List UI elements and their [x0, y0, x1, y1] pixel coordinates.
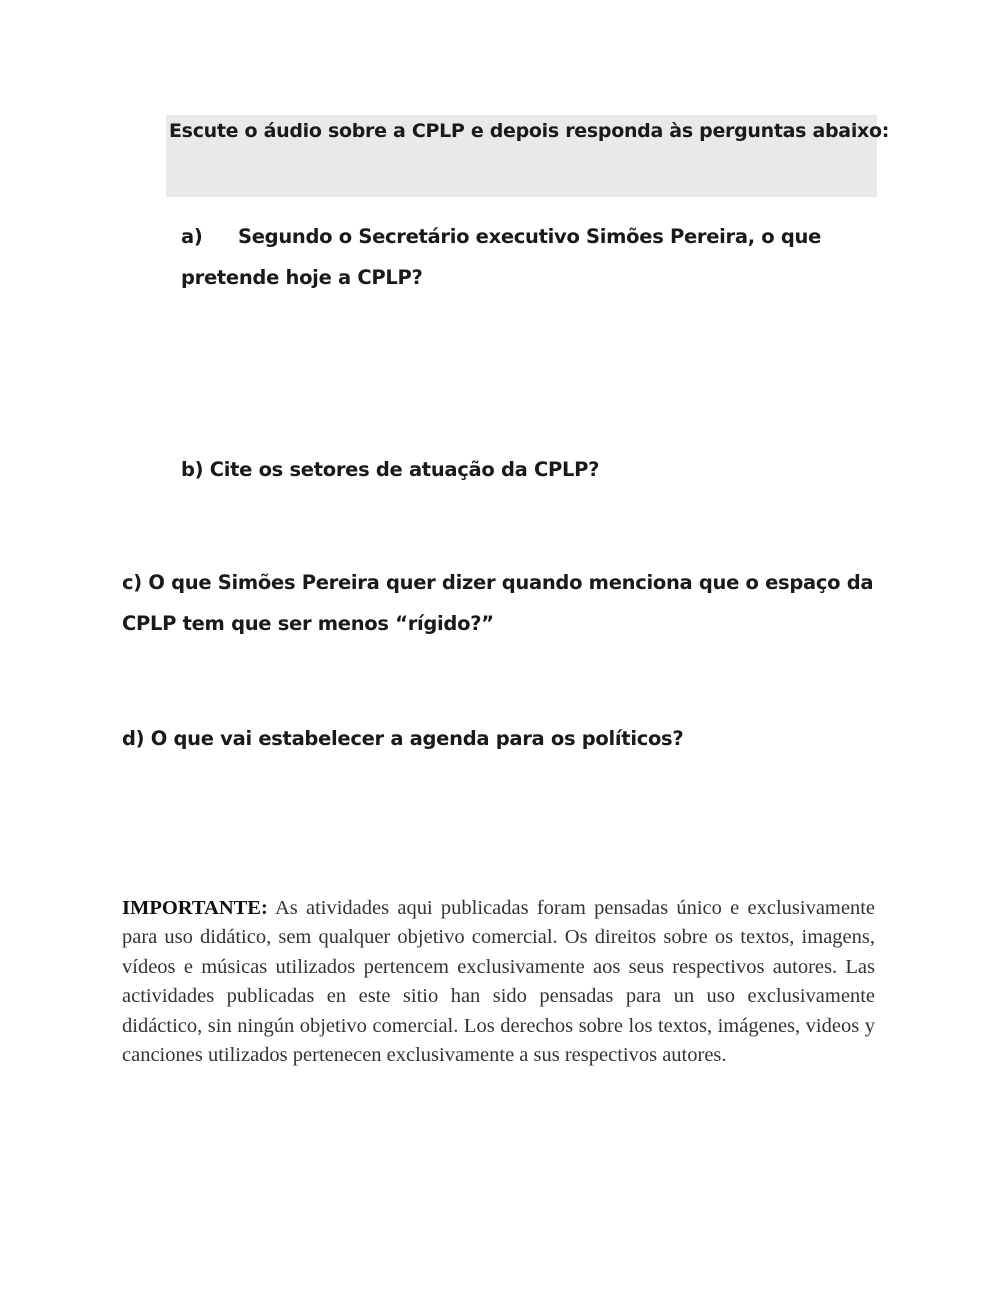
copyright-notice	[122, 894, 875, 1070]
notice-text: As atividades aqui publicadas foram pensadas único e exclusivamente para uso didático, sem qualquer objetivo comercial. Os direitos sobre os textos, imagens, vídeos e músicas utilizados pertencem exclusivamente aos seus respectivos autores. Las actividades publicadas en este sitio han sido pensadas para un uso exclusivamente didáctico, sin ningún objetivo comercial. Los derechos sobre los textos, imágenes, videos y canciones utilizados pertenecen exclusivamente a sus respectivos autores.	[122, 897, 876, 1067]
notice-label: IMPORTANTE:	[122, 897, 268, 919]
question-a-marker: a)	[181, 225, 203, 248]
instruction-box	[166, 115, 890, 197]
question-a	[181, 216, 881, 298]
instruction-text: Escute o áudio sobre a CPLP e depois responda às perguntas abaixo:	[169, 120, 890, 142]
question-d: d) O que vai estabelecer a agenda para os políticos?	[122, 727, 684, 750]
question-a-text: Segundo o Secretário executivo Simões Pereira, o que pretende hoje a CPLP?	[181, 225, 822, 289]
question-b: b) Cite os setores de atuação da CPLP?	[181, 458, 600, 481]
question-c: c) O que Simões Pereira quer dizer quando menciona que o espaço da CPLP tem que ser menos “rígido?”	[122, 571, 874, 635]
